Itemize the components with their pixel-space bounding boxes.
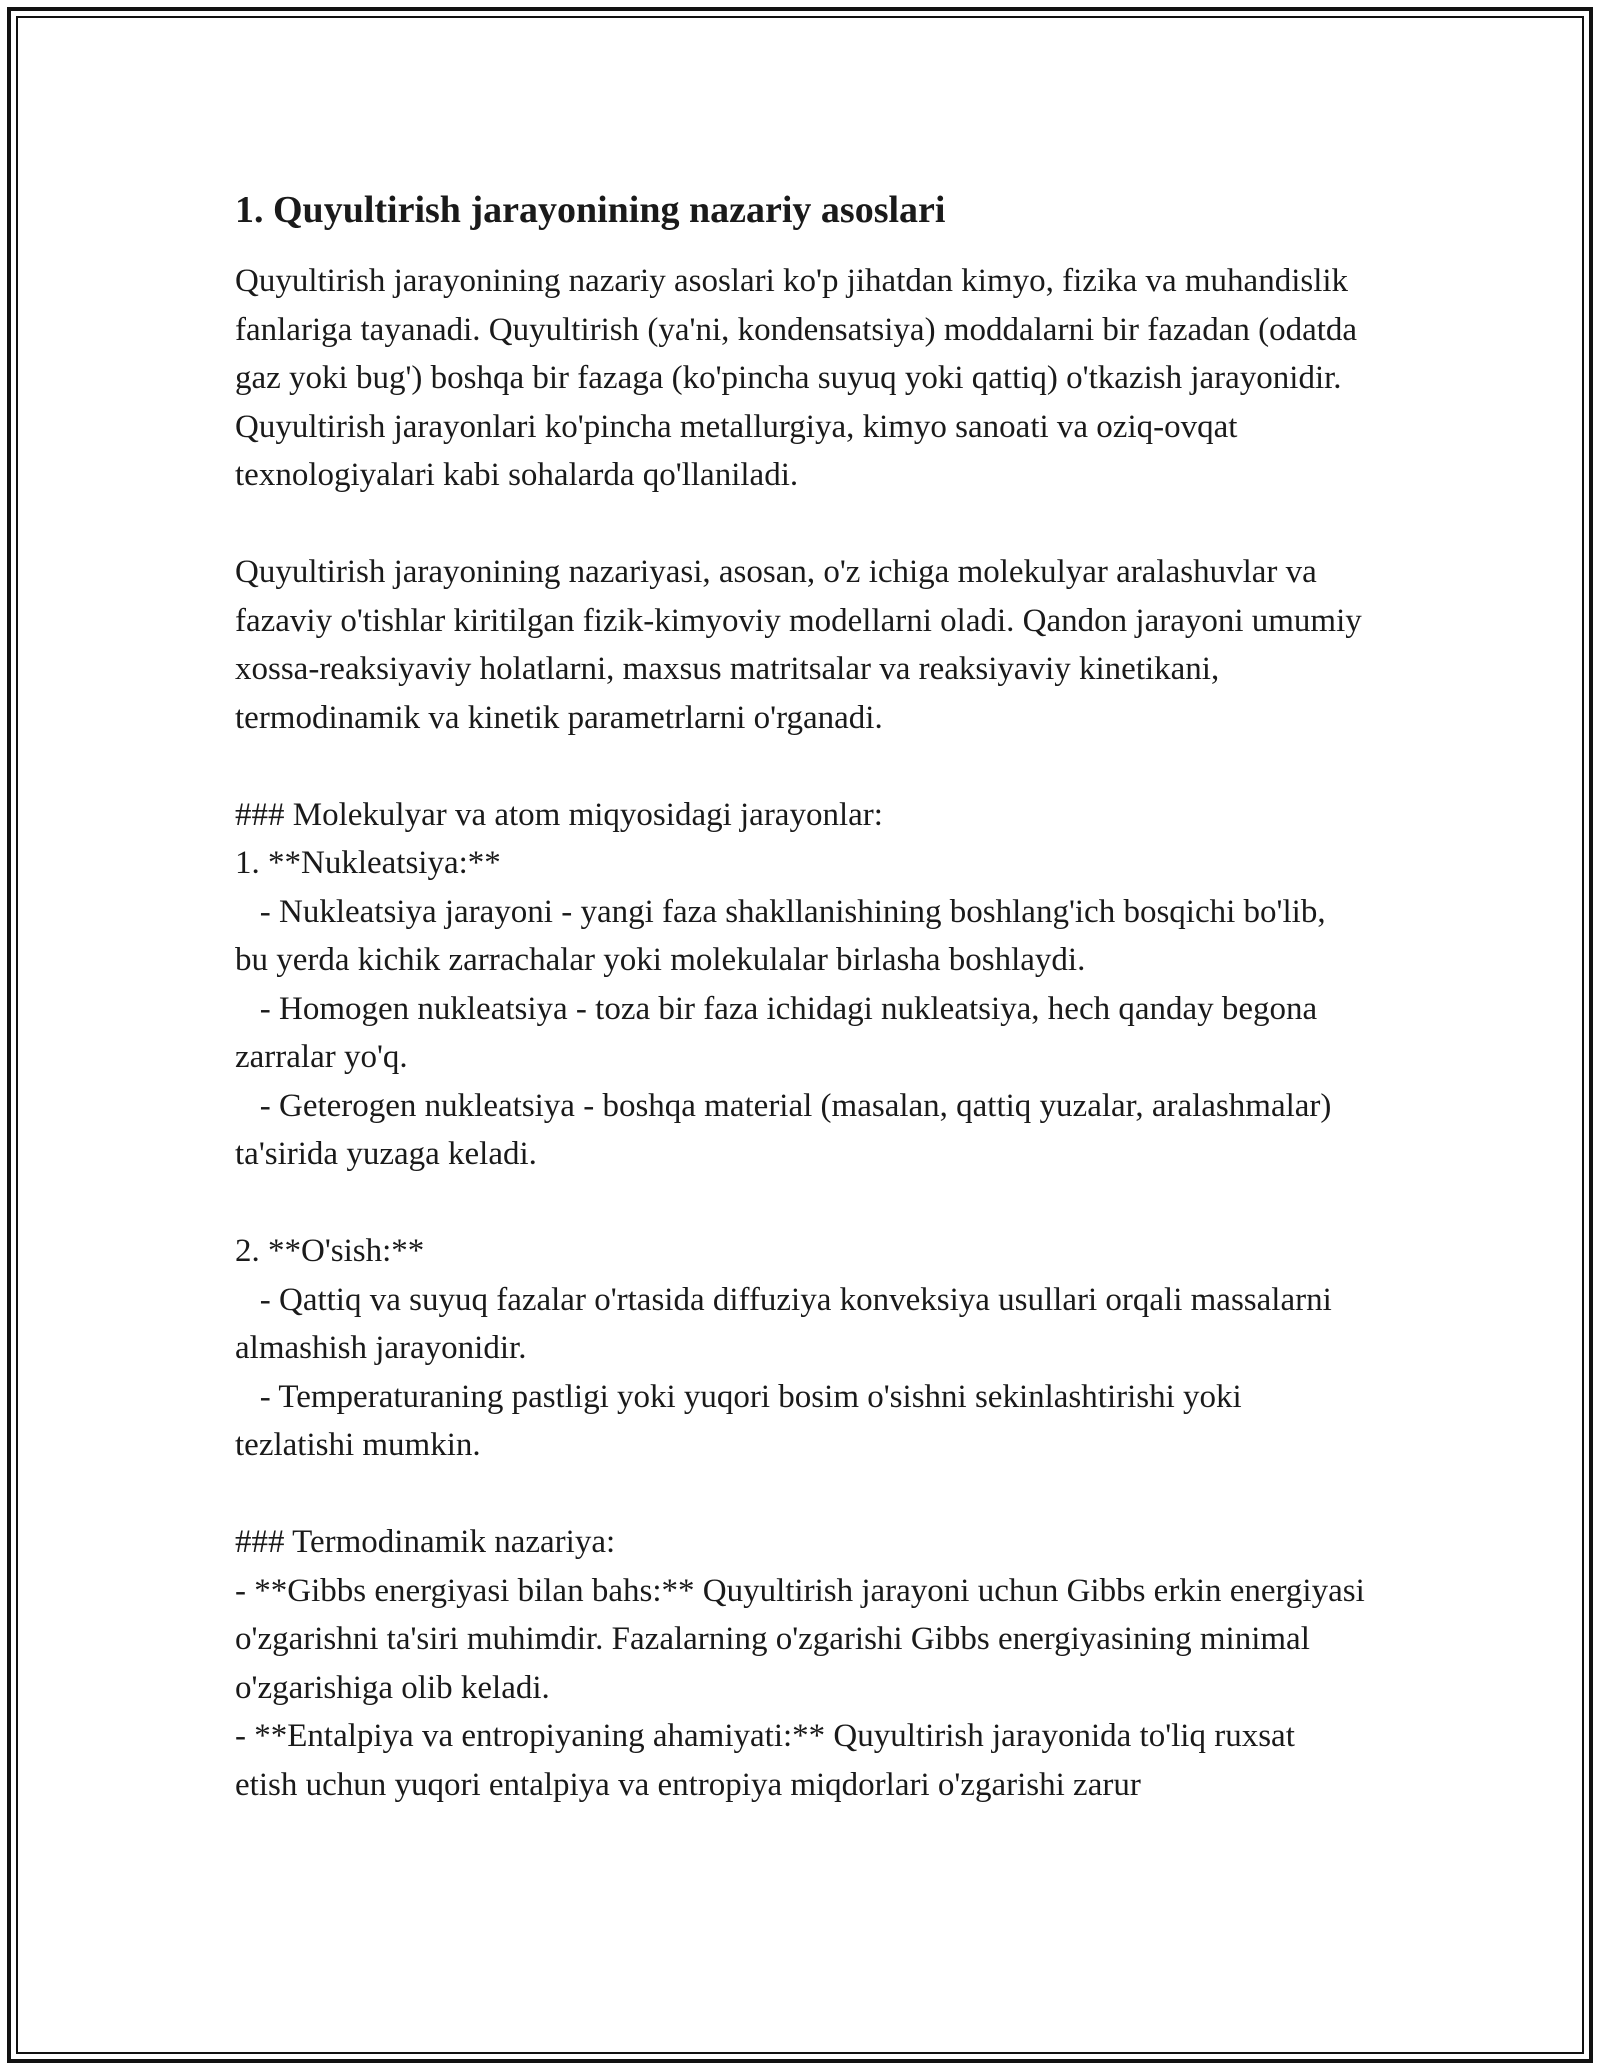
list-item-bullet: - Nukleatsiya jarayoni - yangi faza shakllanishining boshlang'ich bosqichi bo'lib, bu yerda kichik zarrachalar yoki molekulalar birlasha boshlaydi. xyxy=(235,893,1334,978)
intro-paragraph: Quyultirish jarayonining nazariy asoslari ko'p jihatdan kimyo, fizika va muhandislik fanlariga tayanadi. Quyultirish (ya'ni, kondensatsiya) moddalarni bir fazadan (odatda gaz yoki bug') boshqa bir fazaga (ko'pincha suyuq yoki qattiq) o'tkazish jarayonidir. Quyultirish jarayonlari ko'pincha metallurgiya, kimyo sanoati va oziq-ovqat texnologiyalari kabi sohalarda qo'llaniladi. xyxy=(235,263,1366,493)
theory-paragraph: Quyultirish jarayonining nazariyasi, asosan, o'z ichiga molekulyar aralashuvlar va fazaviy o'tishlar kiritilgan fizik-kimyoviy modellarni oladi. Qandon jarayoni umumiy xossa-reaksiyaviy holatlarni, maxsus matritsalar va reaksiyaviy kinetikani, termodinamik va kinetik parametrlarni o'rganadi. xyxy=(235,554,1371,736)
section-heading-thermodynamic: ### Termodinamik nazariya: xyxy=(235,1524,616,1560)
list-item-nucleation-label: 1. **Nukleatsiya:** xyxy=(235,845,501,881)
list-item-bullet: - Homogen nukleatsiya - toza bir faza ichidagi nukleatsiya, hech qanday begona zarralar yo'q. xyxy=(235,990,1326,1075)
list-item-bullet: - **Gibbs energiyasi bilan bahs:** Quyultirish jarayoni uchun Gibbs erkin energiyasi o'zgarishni ta'siri muhimdir. Fazalarning o'zgarishi Gibbs energiyasining minimal o'zgarishiga olib keladi. xyxy=(235,1572,1374,1706)
list-item-bullet: - Temperaturaning pastligi yoki yuqori bosim o'sishni sekinlashtirishi yoki tezlatishi mumkin. xyxy=(235,1378,1250,1463)
spacer xyxy=(235,1470,1365,1519)
list-item-bullet: - Geterogen nukleatsiya - boshqa material (masalan, qattiq yuzalar, aralashmalar) ta'sirida yuzaga keladi. xyxy=(235,1087,1340,1172)
list-item-bullet: - Qattiq va suyuq fazalar o'rtasida diffuziya konveksiya usullari orqali massalarni almashish jarayonidir. xyxy=(235,1281,1341,1366)
spacer xyxy=(235,742,1365,791)
section-heading-molecular: ### Molekulyar va atom miqyosidagi jarayonlar: xyxy=(235,796,883,833)
list-item-growth-label: 2. **O'sish:** xyxy=(235,1233,425,1269)
document-title: 1. Quyultirish jarayonining nazariy asoslari xyxy=(235,189,946,231)
spacer xyxy=(235,500,1365,549)
list-item-bullet: - **Entalpiya va entropiyaning ahamiyati:** Quyultirish jarayonida to'liq ruxsat etish uchun yuqori entalpiya va entropiya miqdorlari o'zgarishi zarur xyxy=(235,1718,1304,1803)
document-body xyxy=(235,186,1374,1809)
spacer xyxy=(235,1179,1365,1228)
